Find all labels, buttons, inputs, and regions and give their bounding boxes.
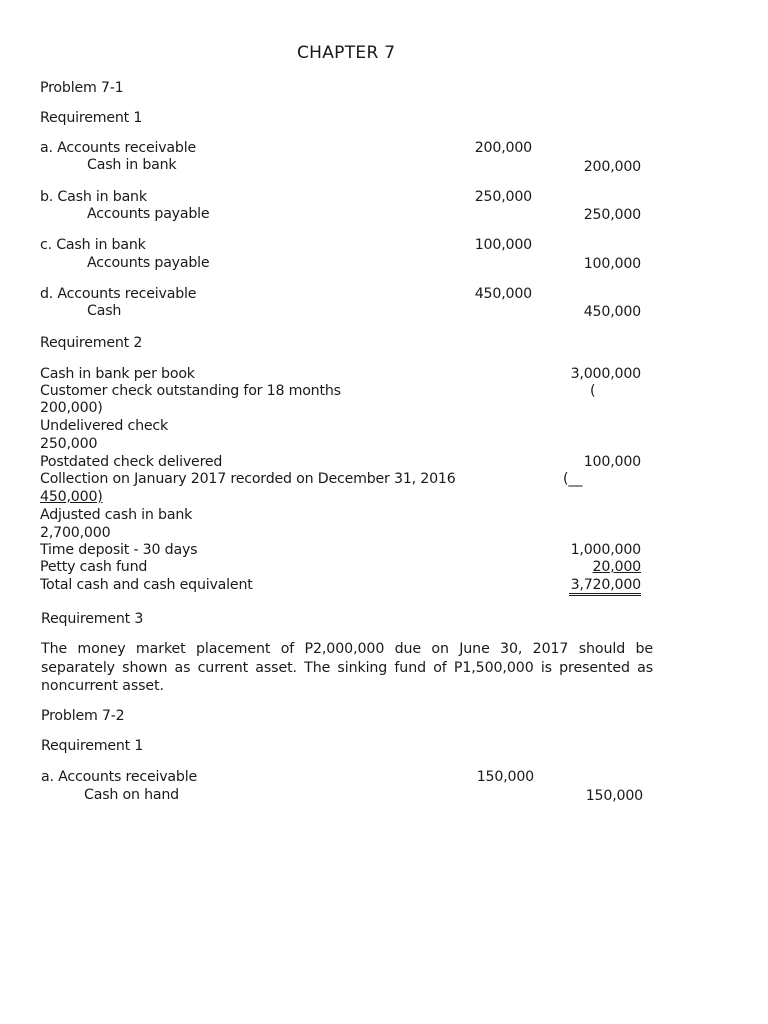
recon-line-text: 200,000) — [40, 400, 103, 416]
recon-line-text: Cash in bank per book — [40, 366, 195, 382]
recon-line-text: Adjusted cash in bank — [40, 507, 193, 523]
entry-debit-label: a. Accounts receivable — [41, 769, 197, 785]
recon-line-text: Total cash and cash equivalent — [40, 577, 253, 593]
recon-line-amount: 3,000,000 — [570, 366, 641, 382]
recon-line-amount: 100,000 — [583, 454, 641, 470]
entry-credit-label: Cash on hand — [84, 787, 179, 803]
entry-credit-amount: 100,000 — [583, 256, 641, 272]
recon-line-amount: ( — [590, 383, 596, 399]
recon-line-amount: 20,000 — [592, 559, 641, 575]
entry-credit-label: Accounts payable — [87, 255, 210, 271]
entry-credit-label: Cash — [87, 303, 122, 319]
recon-line-text: 250,000 — [40, 436, 98, 452]
entry-credit-label: Cash in bank — [87, 157, 177, 173]
entry-debit-label: a. Accounts receivable — [40, 140, 196, 156]
entry-credit-amount: 200,000 — [583, 159, 641, 175]
entry-debit-label: b. Cash in bank — [40, 189, 147, 205]
entry-credit-label: Accounts payable — [87, 206, 210, 222]
problem-heading: Problem 7-1 — [40, 80, 124, 96]
entry-credit-amount: 250,000 — [583, 207, 641, 223]
recon-line-text: Undelivered check — [40, 418, 169, 434]
problem-heading: Problem 7-2 — [41, 708, 125, 724]
entry-debit-amount: 150,000 — [476, 769, 534, 785]
requirement-heading: Requirement 1 — [41, 738, 144, 754]
entry-debit-amount: 450,000 — [474, 286, 532, 302]
entry-debit-label: d. Accounts receivable — [40, 286, 197, 302]
recon-line-text: Postdated check delivered — [40, 454, 223, 470]
recon-line-text: 450,000) — [40, 489, 103, 505]
recon-line-text: Time deposit - 30 days — [40, 542, 198, 558]
recon-line-amount: (__ — [563, 471, 583, 487]
page-title: CHAPTER 7 — [297, 43, 396, 63]
entry-debit-label: c. Cash in bank — [40, 237, 146, 253]
entry-debit-amount: 200,000 — [474, 140, 532, 156]
recon-line-text: Petty cash fund — [40, 559, 148, 575]
recon-line-text: Collection on January 2017 recorded on December 31, 2016 — [40, 471, 456, 487]
recon-line-text: Customer check outstanding for 18 months — [40, 383, 341, 399]
requirement-heading: Requirement 2 — [40, 335, 143, 351]
entry-debit-amount: 100,000 — [474, 237, 532, 253]
recon-line-text: 2,700,000 — [40, 525, 111, 541]
entry-credit-amount: 450,000 — [583, 304, 641, 320]
requirement-heading: Requirement 3 — [41, 611, 144, 627]
requirement-heading: Requirement 1 — [40, 110, 143, 126]
requirement-paragraph: The money market placement of P2,000,000 due on June 30, 2017 should be separately shown as current asset. The sinking fund of P1,500,000 is presented as noncurrent asset. — [41, 641, 653, 694]
entry-debit-amount: 250,000 — [474, 189, 532, 205]
recon-total-amount: 3,720,000 — [569, 578, 641, 596]
entry-credit-amount: 150,000 — [585, 788, 643, 804]
recon-line-amount: 1,000,000 — [570, 542, 641, 558]
